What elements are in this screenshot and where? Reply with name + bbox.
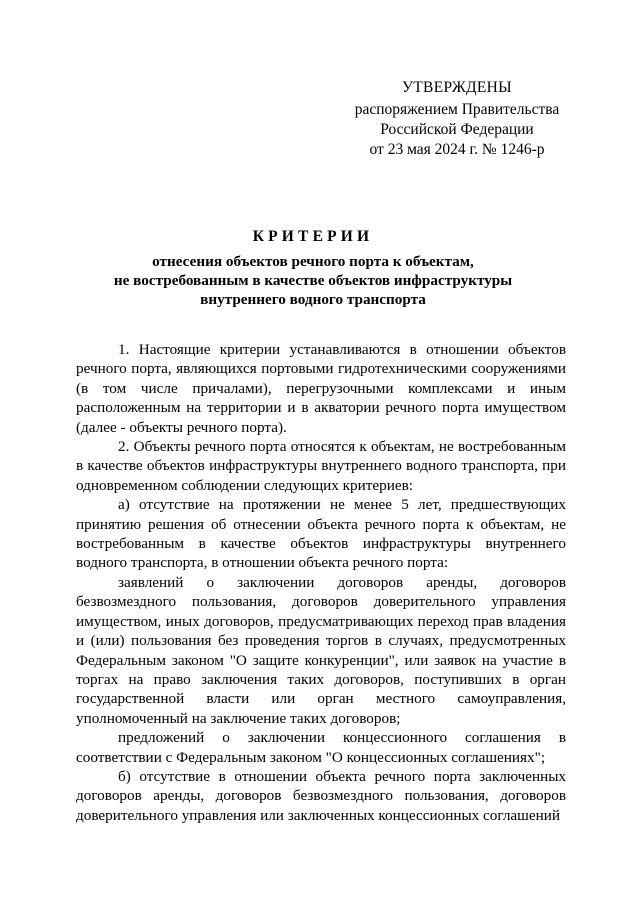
- subtitle-line-3: внутреннего водного транспорта: [200, 291, 426, 308]
- subtitle-line-2: не востребованным в качестве объектов инфраструктуры: [113, 272, 513, 289]
- paragraph-2: 2. Объекты речного порта относятся к объектам, не востребованным в качестве объектов инфраструктуры внутреннего водного транспорта, при одновременном соблюдении следующих критериев:: [76, 438, 566, 494]
- approval-stamp: [350, 78, 564, 160]
- document-title: КРИТЕРИИ: [252, 228, 374, 245]
- paragraph-1: 1. Настоящие критерии устанавливаются в отношении объектов речного порта, являющихся портовыми гидротехническими сооружениями (в том числе причалами), перегрузочными комплексами и иным расположенным на территории и в акватории речного порта имуществом (далее - объекты речного порта).: [76, 341, 566, 436]
- document-body: [76, 340, 566, 825]
- paragraph-2a-proposals: предложений о заключении концессионного соглашения в соответствии с Федеральным законом "О концессионных соглашениях";: [76, 729, 566, 766]
- approval-line-1: распоряжением Правительства: [354, 101, 560, 118]
- paragraph-2a: а) отсутствие на протяжении не менее 5 лет, предшествующих принятию решения об отнесении объекта речного порта к объектам, не востребованным в качестве объектов инфраструктуры внутреннего водного транспорта, в отношении объекта речного порта:: [76, 496, 566, 572]
- paragraph-2a-applications: заявлений о заключении договоров аренды, договоров безвозмездного пользования, договоров доверительного управления имуществом, иных договоров, предусматривающих переход прав владения и (или) пользования без проведения торгов в случаях, предусмотренных Федеральным законом "О защите конкуренции", или заявок на участие в торгах на право заключения таких договоров, поступивших в орган государственной власти или орган местного самоуправления, уполномоченный на заключение таких договоров;: [76, 573, 566, 727]
- approval-line-2: Российской Федерации: [380, 121, 534, 138]
- approval-line-3: от 23 мая 2024 г. № 1246-р: [369, 141, 545, 158]
- paragraph-2b: б) отсутствие в отношении объекта речного порта заключенных договоров аренды, договоров безвозмездного пользования, договоров доверительного управления или заключенных концессионных соглашений: [76, 767, 566, 824]
- approval-heading: УТВЕРЖДЕНЫ: [402, 79, 512, 96]
- subtitle-line-1: отнесения объектов речного порта к объектам,: [152, 253, 474, 270]
- document-subtitle: [60, 252, 566, 309]
